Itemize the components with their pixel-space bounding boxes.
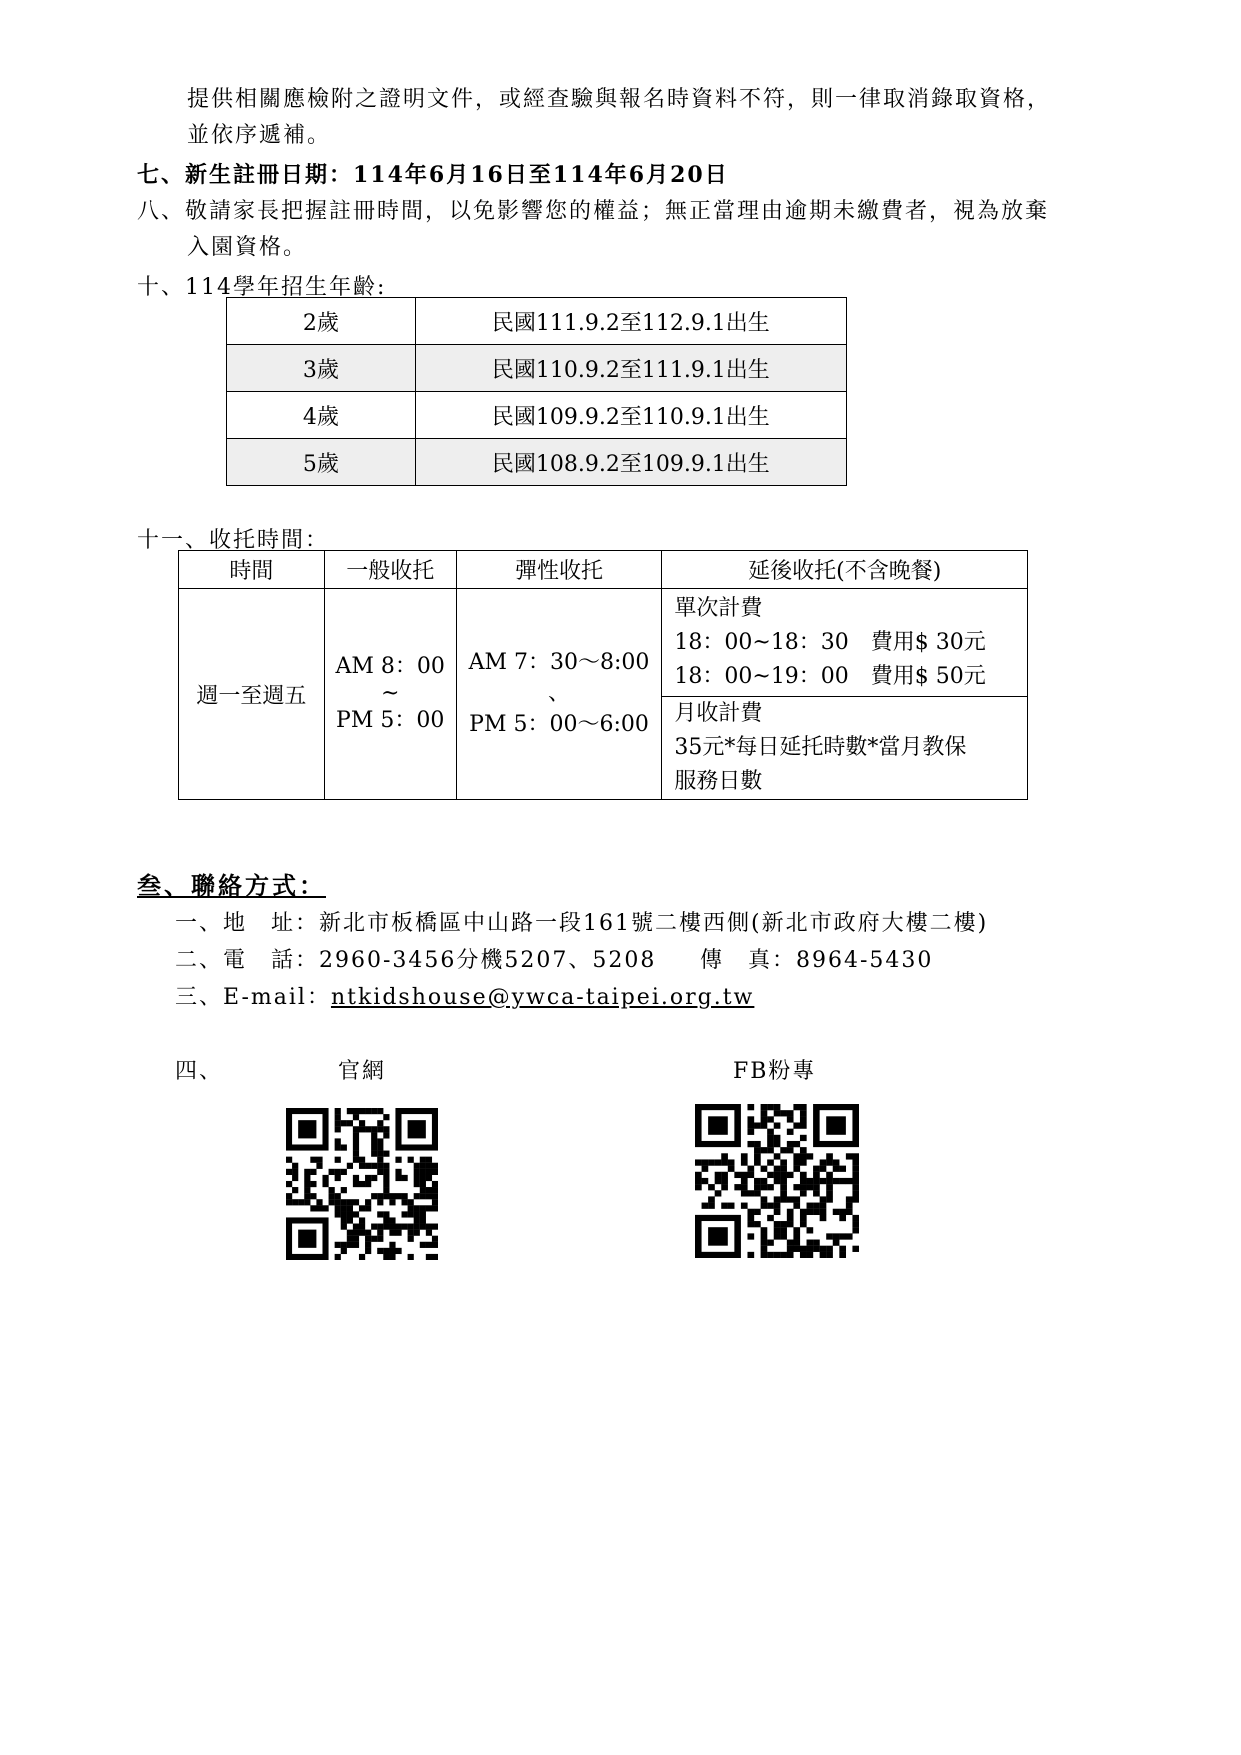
age-cell: 2歲 (227, 298, 416, 345)
flexible-hours-cell (456, 589, 662, 800)
header-delayed: 延後收托(不含晚餐) (662, 551, 1028, 589)
contact-email-row (175, 980, 754, 1011)
table-row (227, 298, 847, 345)
delayed-single-rate-1: 18：00~18：30 費用$ 30元 (674, 629, 986, 655)
flexible-evening: PM 5：00～6:00 (469, 712, 649, 737)
birth-range-cell: 民國111.9.2至112.9.1出生 (415, 298, 846, 345)
table-row (179, 589, 1028, 697)
item8-line-1: 八、敬請家長把握註冊時間，以免影響您的權益；無正當理由逾期未繳費者，視為放棄 (137, 199, 1050, 224)
general-hours-cell (324, 589, 456, 800)
table-header-row (179, 551, 1028, 589)
flexible-separator: 、 (548, 681, 571, 706)
flexible-morning: AM 7：30～8:00 (468, 650, 650, 675)
intro-line-2: 並依序遞補。 (187, 123, 332, 148)
care-hours-table (178, 550, 1028, 800)
age-cell: 4歲 (227, 392, 416, 439)
care-hours-title: 十一、收托時間： (137, 528, 330, 553)
header-time: 時間 (179, 551, 325, 589)
fb-label: FB粉專 (733, 1059, 817, 1084)
enrollment-age-title: 十、114學年招生年齡: (137, 275, 387, 300)
delayed-single-rate-2: 18：00~19：00 費用$ 50元 (674, 663, 986, 689)
delayed-monthly-title: 月收計費 (674, 701, 763, 726)
general-end: PM 5：00 (336, 708, 445, 733)
enrollment-age-table (226, 297, 847, 486)
delayed-monthly-formula-cont: 服務日數 (674, 769, 763, 794)
general-separator: ~ (381, 681, 400, 706)
birth-range-cell: 民國108.9.2至109.9.1出生 (415, 439, 846, 486)
website-qr-code-icon[interactable] (286, 1108, 438, 1260)
birth-range-cell: 民國109.9.2至110.9.1出生 (415, 392, 846, 439)
general-start: AM 8：00 (335, 654, 445, 679)
intro-line-1: 提供相關應檢附之證明文件，或經查驗與報名時資料不符，則一律取消錄取資格， (187, 87, 1052, 112)
table-row (227, 345, 847, 392)
delayed-monthly-cell (662, 697, 1028, 800)
registration-date: 七、新生註冊日期：114年6月16日至114年6月20日 (137, 162, 729, 188)
delayed-monthly-formula: 35元*每日延托時數*當月教保 (674, 735, 967, 760)
contact-heading: 叁、聯絡方式： (137, 871, 326, 900)
table-row (227, 392, 847, 439)
contact-fax: 傳 真：8964-5430 (700, 948, 934, 973)
header-general: 一般收托 (324, 551, 456, 589)
delayed-single-cell (662, 589, 1028, 697)
contact-phone: 二、電 話：2960-3456分機5207、5208 (175, 948, 657, 973)
table-row (227, 439, 847, 486)
contact-address: 一、地 址：新北市板橋區中山路一段161號二樓西側(新北市政府大樓二樓) (175, 911, 989, 936)
age-cell: 5歲 (227, 439, 416, 486)
header-flexible: 彈性收托 (456, 551, 662, 589)
website-label: 官網 (338, 1059, 387, 1084)
email-label: 三、E-mail： (175, 985, 331, 1010)
weekday-cell: 週一至週五 (179, 589, 325, 800)
age-cell: 3歲 (227, 345, 416, 392)
fb-qr-code-icon[interactable] (695, 1104, 859, 1258)
email-link[interactable]: ntkidshouse@ywca-taipei.org.tw (330, 985, 755, 1010)
birth-range-cell: 民國110.9.2至111.9.1出生 (415, 345, 846, 392)
delayed-single-title: 單次計費 (674, 595, 763, 621)
item4-label: 四、 (175, 1059, 224, 1084)
item8-line-2: 入園資格。 (187, 235, 308, 260)
